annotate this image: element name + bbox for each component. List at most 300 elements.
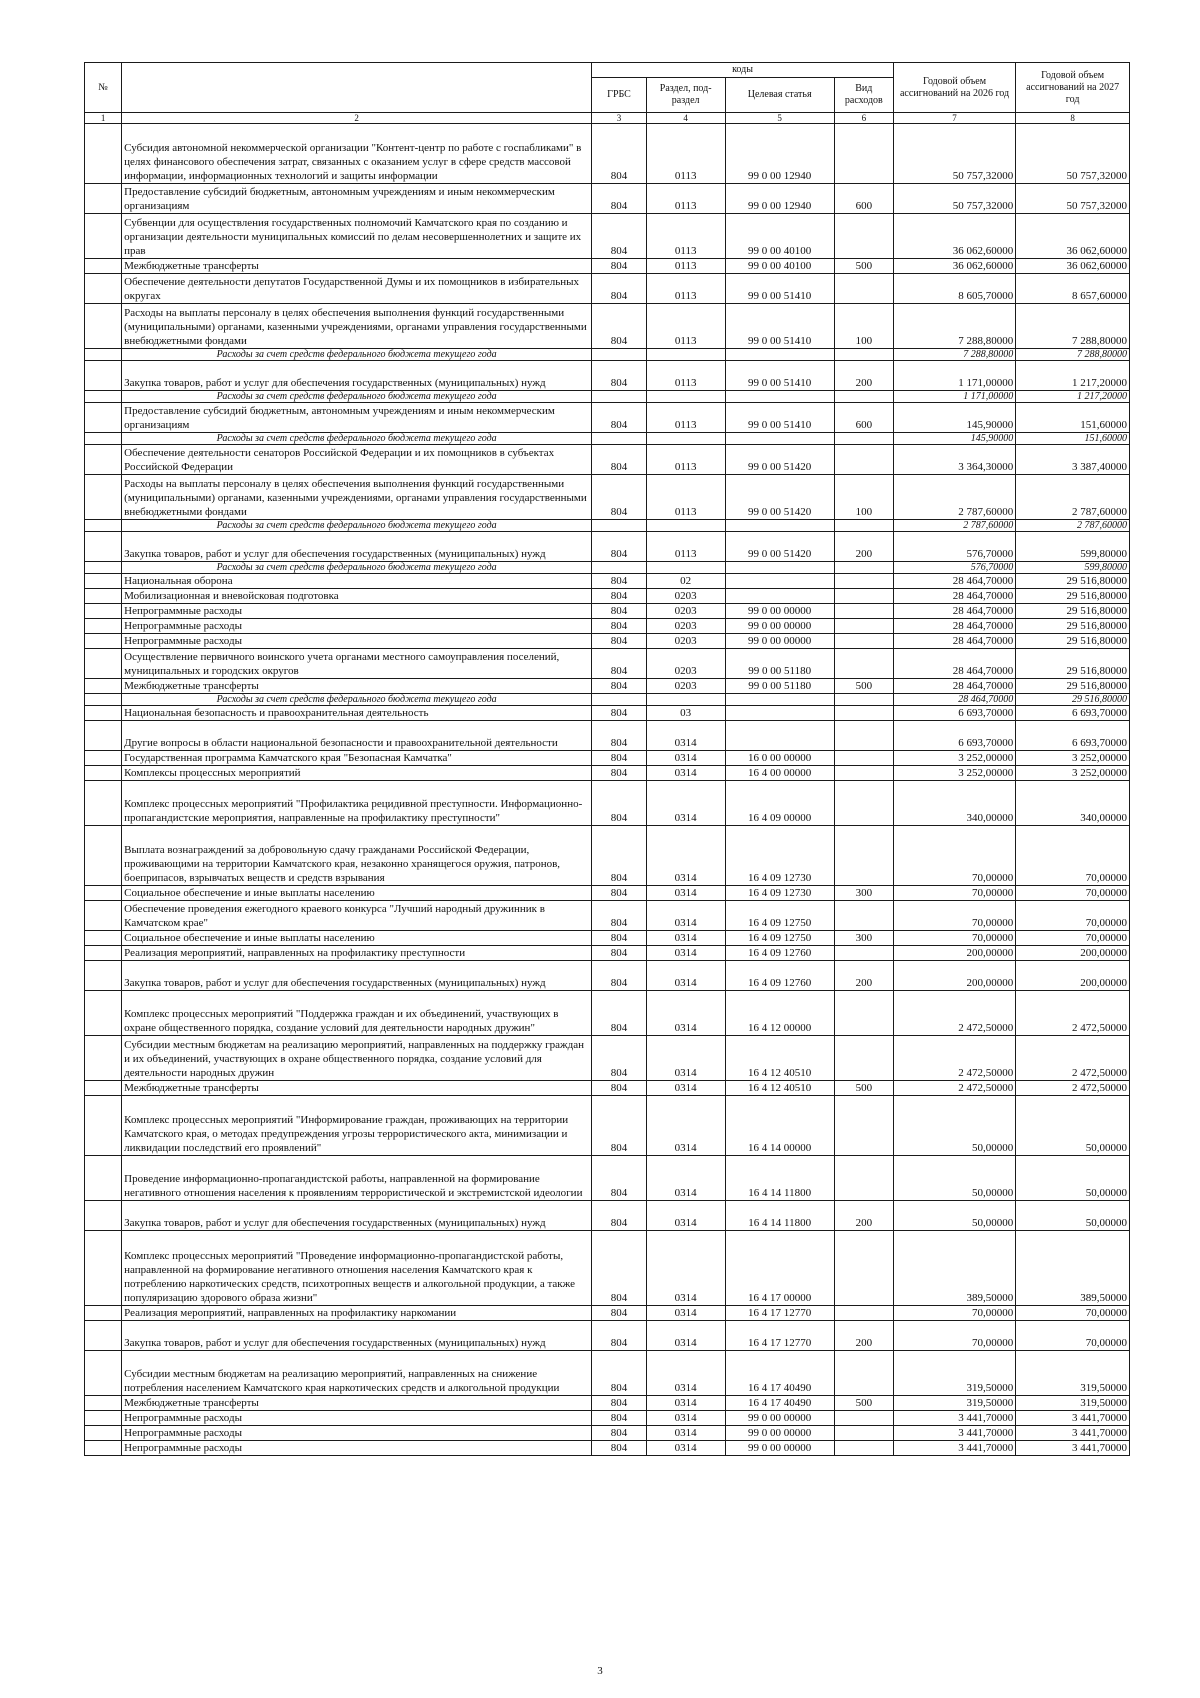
row-grbs: 804 xyxy=(592,766,647,781)
row-target: 99 0 00 00000 xyxy=(725,1426,834,1441)
row-kind: 200 xyxy=(834,532,893,562)
row-name: Закупка товаров, работ и услуг для обеспечения государственных (муниципальных) нужд xyxy=(122,532,592,562)
row-kind: 300 xyxy=(834,886,893,901)
row-target: 99 0 00 51180 xyxy=(725,679,834,694)
row-amount-2027: 200,00000 xyxy=(1016,961,1130,991)
row-number-cell xyxy=(85,1306,122,1321)
table-row xyxy=(85,694,1130,706)
row-number-cell xyxy=(85,679,122,694)
row-amount-2027: 2 472,50000 xyxy=(1016,1081,1130,1096)
row-amount-2026: 145,90000 xyxy=(893,433,1015,445)
row-amount-2026: 3 441,70000 xyxy=(893,1411,1015,1426)
row-number-cell xyxy=(85,391,122,403)
row-name: Непрограммные расходы xyxy=(122,619,592,634)
row-amount-2026: 2 472,50000 xyxy=(893,991,1015,1036)
table-row xyxy=(85,1306,1130,1321)
row-amount-2027: 29 516,80000 xyxy=(1016,694,1130,706)
row-kind xyxy=(834,562,893,574)
row-name: Межбюджетные трансферты xyxy=(122,259,592,274)
row-amount-2027: 599,80000 xyxy=(1016,532,1130,562)
row-target: 16 4 17 12770 xyxy=(725,1306,834,1321)
row-name: Субсидии местным бюджетам на реализацию мероприятий, направленных на снижение потребления населением Камчатского края наркотических средств и алкогольной продукции xyxy=(122,1351,592,1396)
row-target: 99 0 00 51410 xyxy=(725,361,834,391)
row-target: 16 4 09 12750 xyxy=(725,901,834,931)
row-name: Реализация мероприятий, направленных на профилактику наркомании xyxy=(122,1306,592,1321)
header-kind: Вид расходов xyxy=(834,78,893,113)
row-section: 0203 xyxy=(646,634,725,649)
row-name: Проведение информационно-пропагандистской работы, направленной на формирование негативного отношения населения к проявлениям террористической и экстремистской идеологии xyxy=(122,1156,592,1201)
row-target: 99 0 00 51420 xyxy=(725,475,834,520)
row-number-cell xyxy=(85,475,122,520)
row-name: Расходы за счет средств федерального бюджета текущего года xyxy=(122,694,592,706)
row-kind: 600 xyxy=(834,184,893,214)
column-number: 5 xyxy=(725,113,834,124)
row-name: Обеспечение проведения ежегодного краевого конкурса "Лучший народный дружинник в Камчатском крае" xyxy=(122,901,592,931)
row-kind xyxy=(834,1096,893,1156)
row-kind xyxy=(834,991,893,1036)
row-amount-2026: 6 693,70000 xyxy=(893,721,1015,751)
row-amount-2027: 50 757,32000 xyxy=(1016,184,1130,214)
row-grbs: 804 xyxy=(592,781,647,826)
row-grbs: 804 xyxy=(592,1396,647,1411)
header-section: Раздел, под-раздел xyxy=(646,78,725,113)
column-number: 2 xyxy=(122,113,592,124)
row-kind: 300 xyxy=(834,931,893,946)
page-number: 3 xyxy=(597,1665,603,1677)
row-number-cell xyxy=(85,781,122,826)
table-row xyxy=(85,1036,1130,1081)
row-name: Реализация мероприятий, направленных на профилактику преступности xyxy=(122,946,592,961)
row-target: 16 4 09 12730 xyxy=(725,826,834,886)
row-number-cell xyxy=(85,1036,122,1081)
table-row xyxy=(85,562,1130,574)
row-section: 0113 xyxy=(646,304,725,349)
row-target xyxy=(725,349,834,361)
row-amount-2026: 3 252,00000 xyxy=(893,751,1015,766)
row-name: Расходы за счет средств федерального бюджета текущего года xyxy=(122,391,592,403)
row-kind xyxy=(834,391,893,403)
row-target xyxy=(725,520,834,532)
row-amount-2026: 28 464,70000 xyxy=(893,604,1015,619)
row-amount-2026: 576,70000 xyxy=(893,562,1015,574)
table-row xyxy=(85,619,1130,634)
row-target: 16 4 17 00000 xyxy=(725,1231,834,1306)
row-name: Субвенции для осуществления государственных полномочий Камчатского края по созданию и организации деятельности муниципальных комиссий по делам несовершеннолетних и защите их прав xyxy=(122,214,592,259)
row-kind xyxy=(834,274,893,304)
row-number-cell xyxy=(85,619,122,634)
row-amount-2026: 70,00000 xyxy=(893,931,1015,946)
table-row xyxy=(85,1426,1130,1441)
row-section: 0314 xyxy=(646,1426,725,1441)
row-amount-2026: 36 062,60000 xyxy=(893,259,1015,274)
table-row xyxy=(85,475,1130,520)
row-amount-2026: 70,00000 xyxy=(893,1306,1015,1321)
row-name: Расходы за счет средств федерального бюджета текущего года xyxy=(122,349,592,361)
row-amount-2026: 319,50000 xyxy=(893,1351,1015,1396)
row-name: Закупка товаров, работ и услуг для обеспечения государственных (муниципальных) нужд xyxy=(122,361,592,391)
row-amount-2027: 7 288,80000 xyxy=(1016,349,1130,361)
row-name: Межбюджетные трансферты xyxy=(122,1396,592,1411)
row-target: 99 0 00 12940 xyxy=(725,184,834,214)
row-grbs: 804 xyxy=(592,361,647,391)
header-volume-2027: Годовой объем ассигнований на 2027 год xyxy=(1016,63,1130,113)
table-row xyxy=(85,304,1130,349)
row-kind xyxy=(834,433,893,445)
row-section: 0113 xyxy=(646,475,725,520)
row-amount-2027: 50,00000 xyxy=(1016,1096,1130,1156)
row-amount-2026: 389,50000 xyxy=(893,1231,1015,1306)
row-grbs: 804 xyxy=(592,991,647,1036)
row-grbs xyxy=(592,562,647,574)
row-amount-2027: 70,00000 xyxy=(1016,1321,1130,1351)
row-kind xyxy=(834,634,893,649)
row-target: 16 4 14 11800 xyxy=(725,1201,834,1231)
row-grbs: 804 xyxy=(592,532,647,562)
row-name: Закупка товаров, работ и услуг для обеспечения государственных (муниципальных) нужд xyxy=(122,961,592,991)
row-kind: 100 xyxy=(834,304,893,349)
row-kind xyxy=(834,901,893,931)
row-section: 0314 xyxy=(646,991,725,1036)
row-target: 16 4 17 40490 xyxy=(725,1351,834,1396)
row-grbs: 804 xyxy=(592,886,647,901)
column-number: 7 xyxy=(893,113,1015,124)
row-name: Субсидии местным бюджетам на реализацию мероприятий, направленных на поддержку граждан и их объединений, участвующих в охране общественного порядка, создание условий для деятельности народных дружин xyxy=(122,1036,592,1081)
row-kind xyxy=(834,1231,893,1306)
table-row xyxy=(85,259,1130,274)
row-target: 16 4 09 12760 xyxy=(725,946,834,961)
column-number: 6 xyxy=(834,113,893,124)
row-kind: 200 xyxy=(834,1321,893,1351)
row-amount-2027: 319,50000 xyxy=(1016,1351,1130,1396)
table-row xyxy=(85,1441,1130,1456)
row-kind xyxy=(834,1426,893,1441)
row-amount-2027: 29 516,80000 xyxy=(1016,574,1130,589)
row-grbs: 804 xyxy=(592,214,647,259)
row-grbs: 804 xyxy=(592,619,647,634)
row-section xyxy=(646,694,725,706)
row-grbs: 804 xyxy=(592,1036,647,1081)
row-target xyxy=(725,721,834,751)
row-name: Непрограммные расходы xyxy=(122,1411,592,1426)
row-section: 0203 xyxy=(646,649,725,679)
row-grbs: 804 xyxy=(592,679,647,694)
row-amount-2026: 70,00000 xyxy=(893,1321,1015,1351)
row-amount-2027: 599,80000 xyxy=(1016,562,1130,574)
row-grbs: 804 xyxy=(592,706,647,721)
header-no: № xyxy=(85,63,122,113)
row-kind xyxy=(834,706,893,721)
row-target: 16 4 12 40510 xyxy=(725,1036,834,1081)
row-amount-2027: 29 516,80000 xyxy=(1016,619,1130,634)
row-kind: 500 xyxy=(834,1396,893,1411)
row-name: Субсидия автономной некоммерческой организации "Контент-центр по работе с госпабликами" в целях финансового обеспечения затрат, связанных с оказанием услуг в сфере средств массовой информации, информационных технологий и защиты информации xyxy=(122,124,592,184)
row-name: Расходы за счет средств федерального бюджета текущего года xyxy=(122,562,592,574)
row-amount-2026: 28 464,70000 xyxy=(893,634,1015,649)
row-number-cell xyxy=(85,1231,122,1306)
row-section: 02 xyxy=(646,574,725,589)
row-grbs: 804 xyxy=(592,475,647,520)
row-grbs: 804 xyxy=(592,1411,647,1426)
table-row xyxy=(85,721,1130,751)
row-amount-2026: 3 252,00000 xyxy=(893,766,1015,781)
row-number-cell xyxy=(85,214,122,259)
row-amount-2026: 70,00000 xyxy=(893,901,1015,931)
table-row xyxy=(85,361,1130,391)
row-kind xyxy=(834,124,893,184)
row-amount-2027: 200,00000 xyxy=(1016,946,1130,961)
row-target xyxy=(725,391,834,403)
row-amount-2027: 2 787,60000 xyxy=(1016,475,1130,520)
row-kind xyxy=(834,589,893,604)
row-kind xyxy=(834,574,893,589)
row-kind xyxy=(834,619,893,634)
row-grbs: 804 xyxy=(592,259,647,274)
row-section: 0113 xyxy=(646,214,725,259)
row-amount-2026: 50 757,32000 xyxy=(893,124,1015,184)
row-kind xyxy=(834,1441,893,1456)
table-row xyxy=(85,706,1130,721)
row-number-cell xyxy=(85,124,122,184)
row-name: Непрограммные расходы xyxy=(122,604,592,619)
row-amount-2026: 145,90000 xyxy=(893,403,1015,433)
row-name: Социальное обеспечение и иные выплаты населению xyxy=(122,931,592,946)
row-section: 0113 xyxy=(646,361,725,391)
row-section: 0113 xyxy=(646,445,725,475)
row-kind: 500 xyxy=(834,259,893,274)
row-target: 16 4 14 00000 xyxy=(725,1096,834,1156)
row-grbs: 804 xyxy=(592,589,647,604)
row-target: 99 0 00 00000 xyxy=(725,634,834,649)
row-kind xyxy=(834,1156,893,1201)
budget-table xyxy=(84,62,1130,1456)
row-grbs: 804 xyxy=(592,826,647,886)
row-amount-2027: 3 252,00000 xyxy=(1016,766,1130,781)
row-grbs: 804 xyxy=(592,946,647,961)
table-row xyxy=(85,1081,1130,1096)
row-kind: 500 xyxy=(834,679,893,694)
table-row xyxy=(85,1351,1130,1396)
row-amount-2026: 50 757,32000 xyxy=(893,184,1015,214)
row-grbs: 804 xyxy=(592,1156,647,1201)
column-number: 3 xyxy=(592,113,647,124)
row-amount-2027: 1 217,20000 xyxy=(1016,361,1130,391)
row-name: Комплекс процессных мероприятий "Проведение информационно-пропагандистской работы, направленной на формирование негативного отношения населения Камчатского края к потреблению наркотических средств, психотропных веществ и алкогольной продукции, а также популяризацию здорового образа жизни" xyxy=(122,1231,592,1306)
row-section: 0314 xyxy=(646,781,725,826)
row-amount-2027: 70,00000 xyxy=(1016,1306,1130,1321)
row-amount-2026: 2 787,60000 xyxy=(893,520,1015,532)
row-amount-2027: 36 062,60000 xyxy=(1016,214,1130,259)
row-grbs: 804 xyxy=(592,1441,647,1456)
row-name: Комплекс процессных мероприятий "Профилактика рецидивной преступности. Информационно-пропагандистские мероприятия, направленные на профилактику преступности" xyxy=(122,781,592,826)
row-number-cell xyxy=(85,931,122,946)
row-section: 0314 xyxy=(646,1306,725,1321)
row-kind xyxy=(834,1306,893,1321)
table-row xyxy=(85,961,1130,991)
row-amount-2026: 28 464,70000 xyxy=(893,649,1015,679)
row-amount-2026: 70,00000 xyxy=(893,886,1015,901)
row-kind xyxy=(834,520,893,532)
table-row xyxy=(85,274,1130,304)
row-amount-2026: 200,00000 xyxy=(893,946,1015,961)
table-row xyxy=(85,826,1130,886)
row-kind xyxy=(834,214,893,259)
row-target: 16 4 12 00000 xyxy=(725,991,834,1036)
table-row xyxy=(85,445,1130,475)
row-target: 99 0 00 51410 xyxy=(725,403,834,433)
row-number-cell xyxy=(85,1201,122,1231)
row-grbs: 804 xyxy=(592,961,647,991)
row-target xyxy=(725,433,834,445)
row-kind xyxy=(834,649,893,679)
row-target xyxy=(725,694,834,706)
row-number-cell xyxy=(85,445,122,475)
table-row xyxy=(85,1321,1130,1351)
row-number-cell xyxy=(85,184,122,214)
row-amount-2027: 8 657,60000 xyxy=(1016,274,1130,304)
row-section: 0314 xyxy=(646,886,725,901)
row-grbs: 804 xyxy=(592,751,647,766)
column-number: 1 xyxy=(85,113,122,124)
row-amount-2026: 200,00000 xyxy=(893,961,1015,991)
table-row xyxy=(85,931,1130,946)
row-name: Комплексы процессных мероприятий xyxy=(122,766,592,781)
row-target: 99 0 00 40100 xyxy=(725,214,834,259)
row-number-cell xyxy=(85,1411,122,1426)
row-amount-2027: 50 757,32000 xyxy=(1016,124,1130,184)
table-row xyxy=(85,1156,1130,1201)
row-amount-2026: 319,50000 xyxy=(893,1396,1015,1411)
row-section: 0113 xyxy=(646,532,725,562)
table-row xyxy=(85,532,1130,562)
row-amount-2026: 1 171,00000 xyxy=(893,361,1015,391)
row-amount-2026: 3 441,70000 xyxy=(893,1441,1015,1456)
table-row xyxy=(85,184,1130,214)
row-number-cell xyxy=(85,961,122,991)
row-target: 16 4 17 40490 xyxy=(725,1396,834,1411)
table-row xyxy=(85,1096,1130,1156)
row-section: 0113 xyxy=(646,124,725,184)
row-section: 0314 xyxy=(646,1231,725,1306)
row-grbs: 804 xyxy=(592,1426,647,1441)
table-row xyxy=(85,604,1130,619)
table-row xyxy=(85,574,1130,589)
row-amount-2026: 50,00000 xyxy=(893,1156,1015,1201)
header-grbs: ГРБС xyxy=(592,78,647,113)
row-grbs: 804 xyxy=(592,445,647,475)
row-section: 0113 xyxy=(646,274,725,304)
row-name: Осуществление первичного воинского учета органами местного самоуправления поселений, муниципальных и городских округов xyxy=(122,649,592,679)
row-grbs: 804 xyxy=(592,649,647,679)
row-number-cell xyxy=(85,766,122,781)
row-amount-2027: 7 288,80000 xyxy=(1016,304,1130,349)
row-section: 0314 xyxy=(646,751,725,766)
column-number-row xyxy=(85,113,1130,124)
row-amount-2026: 2 472,50000 xyxy=(893,1081,1015,1096)
table-row xyxy=(85,1231,1130,1306)
row-kind xyxy=(834,1036,893,1081)
column-number: 8 xyxy=(1016,113,1130,124)
row-grbs: 804 xyxy=(592,274,647,304)
row-target xyxy=(725,562,834,574)
row-grbs xyxy=(592,391,647,403)
table-row xyxy=(85,751,1130,766)
row-section xyxy=(646,433,725,445)
row-number-cell xyxy=(85,826,122,886)
row-target: 99 0 00 00000 xyxy=(725,619,834,634)
row-amount-2027: 2 472,50000 xyxy=(1016,1036,1130,1081)
row-amount-2027: 3 441,70000 xyxy=(1016,1411,1130,1426)
row-amount-2027: 3 252,00000 xyxy=(1016,751,1130,766)
row-amount-2027: 3 441,70000 xyxy=(1016,1426,1130,1441)
row-section xyxy=(646,562,725,574)
row-name: Государственная программа Камчатского края "Безопасная Камчатка" xyxy=(122,751,592,766)
row-name: Предоставление субсидий бюджетным, автономным учреждениям и иным некоммерческим организациям xyxy=(122,184,592,214)
row-kind xyxy=(834,946,893,961)
row-amount-2026: 6 693,70000 xyxy=(893,706,1015,721)
row-name: Расходы на выплаты персоналу в целях обеспечения выполнения функций государственными (муниципальными) органами, казенными учреждениями, органами управления государственными внебюджетными фондами xyxy=(122,304,592,349)
row-grbs: 804 xyxy=(592,124,647,184)
row-name: Непрограммные расходы xyxy=(122,634,592,649)
row-amount-2027: 70,00000 xyxy=(1016,826,1130,886)
header-volume-2026: Годовой объем ассигнований на 2026 год xyxy=(893,63,1015,113)
row-section: 0203 xyxy=(646,619,725,634)
row-amount-2027: 6 693,70000 xyxy=(1016,721,1130,751)
row-target xyxy=(725,706,834,721)
row-section: 0113 xyxy=(646,259,725,274)
row-grbs: 804 xyxy=(592,1231,647,1306)
row-grbs: 804 xyxy=(592,1201,647,1231)
row-number-cell xyxy=(85,946,122,961)
row-amount-2026: 28 464,70000 xyxy=(893,619,1015,634)
row-number-cell xyxy=(85,1426,122,1441)
row-section: 0314 xyxy=(646,1411,725,1426)
table-row xyxy=(85,679,1130,694)
row-grbs xyxy=(592,433,647,445)
row-number-cell xyxy=(85,589,122,604)
row-target: 99 0 00 40100 xyxy=(725,259,834,274)
row-name: Выплата вознаграждений за добровольную сдачу гражданами Российской Федерации, проживающими на территории Камчатского края, незаконно хранящегося оружия, патронов, боеприпасов, взрывчатых веществ и средств взрывания xyxy=(122,826,592,886)
row-grbs xyxy=(592,694,647,706)
row-target: 99 0 00 12940 xyxy=(725,124,834,184)
table-row xyxy=(85,901,1130,931)
row-grbs: 804 xyxy=(592,634,647,649)
row-section: 0314 xyxy=(646,961,725,991)
row-amount-2026: 50,00000 xyxy=(893,1201,1015,1231)
row-target: 99 0 00 00000 xyxy=(725,1441,834,1456)
row-number-cell xyxy=(85,433,122,445)
row-kind xyxy=(834,604,893,619)
row-name: Национальная безопасность и правоохранительная деятельность xyxy=(122,706,592,721)
row-kind: 600 xyxy=(834,403,893,433)
row-amount-2026: 28 464,70000 xyxy=(893,694,1015,706)
row-amount-2026: 50,00000 xyxy=(893,1096,1015,1156)
table-row xyxy=(85,214,1130,259)
row-amount-2026: 3 364,30000 xyxy=(893,445,1015,475)
row-grbs: 804 xyxy=(592,931,647,946)
row-section: 0203 xyxy=(646,679,725,694)
row-grbs: 804 xyxy=(592,1306,647,1321)
row-section: 0314 xyxy=(646,931,725,946)
row-kind: 200 xyxy=(834,361,893,391)
row-section: 0314 xyxy=(646,1201,725,1231)
row-target: 99 0 00 51410 xyxy=(725,274,834,304)
table-row xyxy=(85,634,1130,649)
row-section xyxy=(646,349,725,361)
row-number-cell xyxy=(85,901,122,931)
row-amount-2026: 3 441,70000 xyxy=(893,1426,1015,1441)
row-target: 99 0 00 00000 xyxy=(725,604,834,619)
table-row xyxy=(85,520,1130,532)
